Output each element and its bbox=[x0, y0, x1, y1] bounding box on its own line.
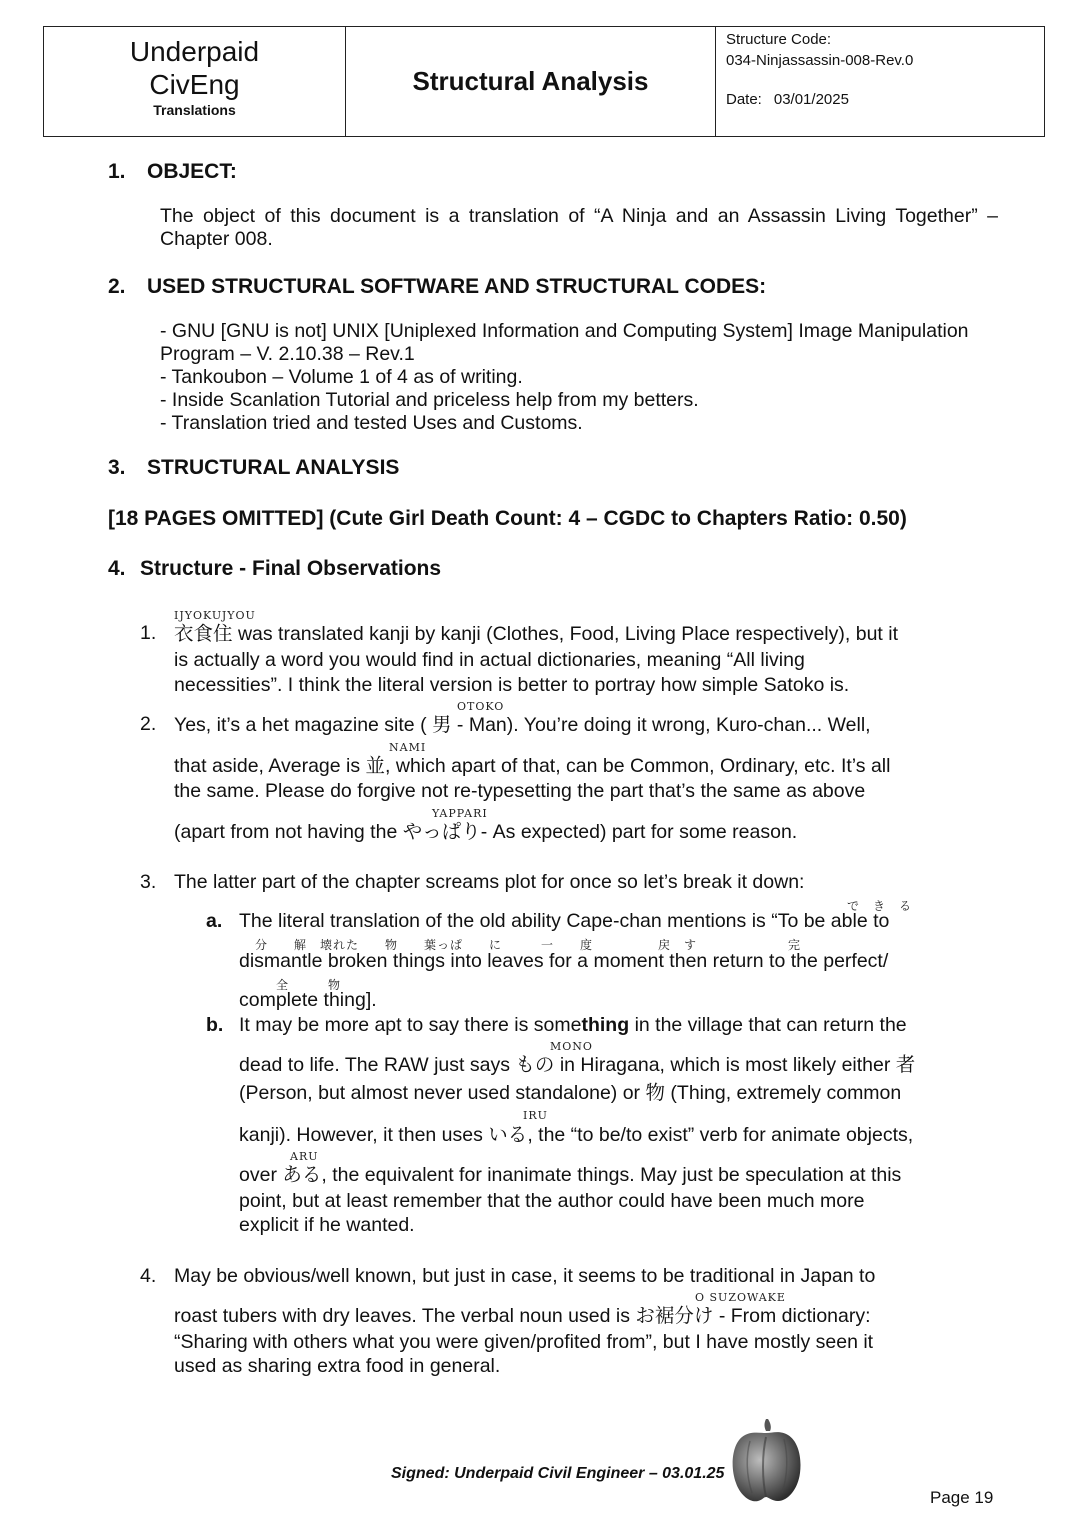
item3-number: 3. bbox=[140, 871, 157, 893]
item1-ruby: IJYOKUJYOU bbox=[174, 609, 256, 622]
section1-number: 1. bbox=[108, 160, 126, 183]
item2-line4 bbox=[174, 820, 797, 844]
item4-line4: used as sharing extra food in general. bbox=[174, 1355, 501, 1377]
item3a-label: a. bbox=[206, 910, 223, 932]
item3b-line7: explicit if he wanted. bbox=[239, 1214, 415, 1236]
item3b-text4a: kanji). However, it then uses bbox=[239, 1124, 483, 1146]
org-name-line2: CivEng bbox=[149, 69, 240, 100]
item3b-text2b: in Hiragana, which is most likely either bbox=[559, 1054, 891, 1076]
item3b-kana2: いる bbox=[488, 1123, 528, 1146]
section2-heading: USED STRUCTURAL SOFTWARE AND STRUCTURAL CODES: bbox=[147, 275, 767, 298]
item3b-line5 bbox=[239, 1163, 901, 1187]
item4-kanji: お裾分け bbox=[635, 1304, 714, 1327]
section3-heading: STRUCTURAL ANALYSIS bbox=[147, 456, 400, 479]
omitted-pages-note: [18 PAGES OMITTED] (Cute Girl Death Count: 4 – CGDC to Chapters Ratio: 0.50) bbox=[108, 507, 907, 530]
section1-heading: OBJECT: bbox=[147, 160, 237, 183]
item4-line3: “Sharing with others what you were given/profited from”, but I have mostly seen it bbox=[174, 1331, 874, 1353]
section3-number: 3. bbox=[108, 456, 126, 479]
item3b-ruby2: IRU bbox=[523, 1109, 548, 1122]
software-line5: - Translation tried and tested Uses and Customs. bbox=[160, 412, 583, 434]
title-cell bbox=[346, 27, 716, 136]
org-name-line3: Translations bbox=[153, 102, 236, 118]
document-title: Structural Analysis bbox=[412, 66, 649, 96]
item2-kana: やっぱり bbox=[402, 820, 481, 843]
item3b-ruby1: MONO bbox=[550, 1040, 593, 1053]
structure-code-label: Structure Code: bbox=[726, 31, 832, 48]
item4-text2b: - From dictionary: bbox=[718, 1305, 871, 1327]
item3b-text5b: , the equivalent for inanimate things. May just be speculation at this bbox=[321, 1164, 902, 1186]
item1-text1: was translated kanji by kanji (Clothes, Food, Living Place respectively), but it bbox=[237, 623, 898, 645]
item2-ruby1: OTOKO bbox=[457, 700, 505, 713]
meta-cell bbox=[716, 27, 1044, 136]
software-line4: - Inside Scanlation Tutorial and priceless help from my betters. bbox=[160, 389, 699, 411]
item4-text2a: roast tubers with dry leaves. The verbal noun used is bbox=[174, 1305, 630, 1327]
item1-kanji: 衣食住 bbox=[174, 622, 233, 645]
item4-ruby: O SUZOWAKE bbox=[695, 1291, 786, 1304]
item3-line1: The latter part of the chapter screams plot for once so let’s break it down: bbox=[174, 871, 805, 893]
item3a-line3: complete thing]. bbox=[239, 989, 377, 1011]
org-name-line1: Underpaid bbox=[129, 36, 260, 67]
item3b-label: b. bbox=[206, 1014, 224, 1036]
item3a-line2: dismantle broken things into leaves for a moment then return to the perfect/ bbox=[239, 950, 889, 972]
item3b-line1 bbox=[239, 1014, 907, 1037]
software-line3: - Tankoubon – Volume 1 of 4 as of writing. bbox=[160, 366, 523, 388]
item4-number: 4. bbox=[140, 1265, 157, 1287]
item1-line1 bbox=[174, 622, 898, 646]
item2-ruby3: YAPPARI bbox=[432, 807, 488, 820]
item3b-text1a: It may be more apt to say there is some bbox=[239, 1014, 582, 1036]
section2-number: 2. bbox=[108, 275, 126, 298]
item4-line2 bbox=[174, 1304, 871, 1328]
item3b-ruby3: ARU bbox=[290, 1150, 319, 1163]
item2-ruby2: NAMI bbox=[389, 741, 427, 754]
section4-number: 4. bbox=[108, 557, 126, 580]
item2-text1a: Yes, it’s a het magazine site ( bbox=[174, 714, 427, 736]
item2-text1b: - Man). You’re doing it wrong, Kuro-chan... Well, bbox=[456, 714, 871, 736]
item2-text4b: - As expected) part for some reason. bbox=[480, 821, 798, 843]
software-line1: - GNU [GNU is not] UNIX [Uniplexed Information and Computing System] Image Manipulation bbox=[160, 320, 969, 342]
section4-heading: Structure - Final Observations bbox=[140, 557, 442, 580]
item2-text2a: that aside, Average is bbox=[174, 755, 361, 777]
item3b-text2a: dead to life. The RAW just says bbox=[239, 1054, 510, 1076]
item3b-text1b: thing bbox=[581, 1014, 630, 1036]
item3a-ruby1: で き る bbox=[847, 899, 913, 913]
item3b-text1c: in the village that can return the bbox=[634, 1014, 907, 1036]
item3b-kana1: もの bbox=[515, 1053, 555, 1076]
item3a-line1: The literal translation of the old ability Cape-chan mentions is “To be able to bbox=[239, 910, 890, 932]
page-number: Page 19 bbox=[930, 1488, 994, 1507]
item3b-text3a: (Person, but almost never used standalone) or bbox=[239, 1082, 641, 1104]
item3b-kanji2: 物 bbox=[645, 1081, 665, 1104]
item3b-line6: point, but at least remember that the author could have been much more bbox=[239, 1190, 865, 1212]
org-cell bbox=[44, 27, 346, 136]
item2-line1 bbox=[174, 713, 871, 737]
date-label: Date: bbox=[726, 91, 762, 108]
item1-line3: necessities”. I think the literal version is better to portray how simple Satoko is. bbox=[174, 674, 850, 696]
item2-kanji2: 並 bbox=[365, 754, 386, 777]
date-value: 03/01/2025 bbox=[773, 91, 849, 108]
section1-body: The object of this document is a translation of “A Ninja and an Assassin Living Together” – Chapter 008. bbox=[160, 205, 998, 250]
item3b-text4b: , the “to be/to exist” verb for animate objects, bbox=[527, 1124, 914, 1146]
item3b-text5a: over bbox=[239, 1164, 277, 1186]
item3b-line2 bbox=[239, 1053, 915, 1077]
item4-line1: May be obvious/well known, but just in case, it seems to be traditional in Japan to bbox=[174, 1265, 876, 1287]
item3b-kana3: ある bbox=[282, 1163, 322, 1186]
item3b-line4 bbox=[239, 1123, 913, 1147]
item3b-kanji1: 者 bbox=[895, 1053, 916, 1076]
item3a-ruby2: 分 解 壊れた 物 葉っぱ に 一 度 戻 す 完 bbox=[255, 938, 802, 952]
structure-code-value: 034-Ninjassassin-008-Rev.0 bbox=[726, 52, 914, 69]
item1-line2: is actually a word you would find in actual dictionaries, meaning “All living bbox=[174, 649, 805, 671]
item3b-line3 bbox=[239, 1081, 901, 1105]
item2-text2b: , which apart of that, can be Common, Ordinary, etc. It’s all bbox=[385, 755, 891, 777]
document-header bbox=[43, 26, 1045, 137]
item1-number: 1. bbox=[140, 622, 157, 644]
bell-pepper-icon bbox=[728, 1415, 804, 1505]
item2-kanji1: 男 bbox=[431, 713, 452, 736]
date-row bbox=[726, 89, 1044, 110]
item2-line3: the same. Please do forgive not re-typesetting the part that’s the same as above bbox=[174, 780, 866, 802]
item3b-text3b: (Thing, extremely common bbox=[670, 1082, 902, 1104]
item3a-ruby3: 全 物 bbox=[276, 978, 342, 992]
software-line2: Program – V. 2.10.38 – Rev.1 bbox=[160, 343, 415, 365]
item2-line2 bbox=[174, 754, 890, 778]
signature: Signed: Underpaid Civil Engineer – 03.01.25 bbox=[391, 1465, 725, 1482]
item2-number: 2. bbox=[140, 713, 157, 735]
item2-text4a: (apart from not having the bbox=[174, 821, 398, 843]
